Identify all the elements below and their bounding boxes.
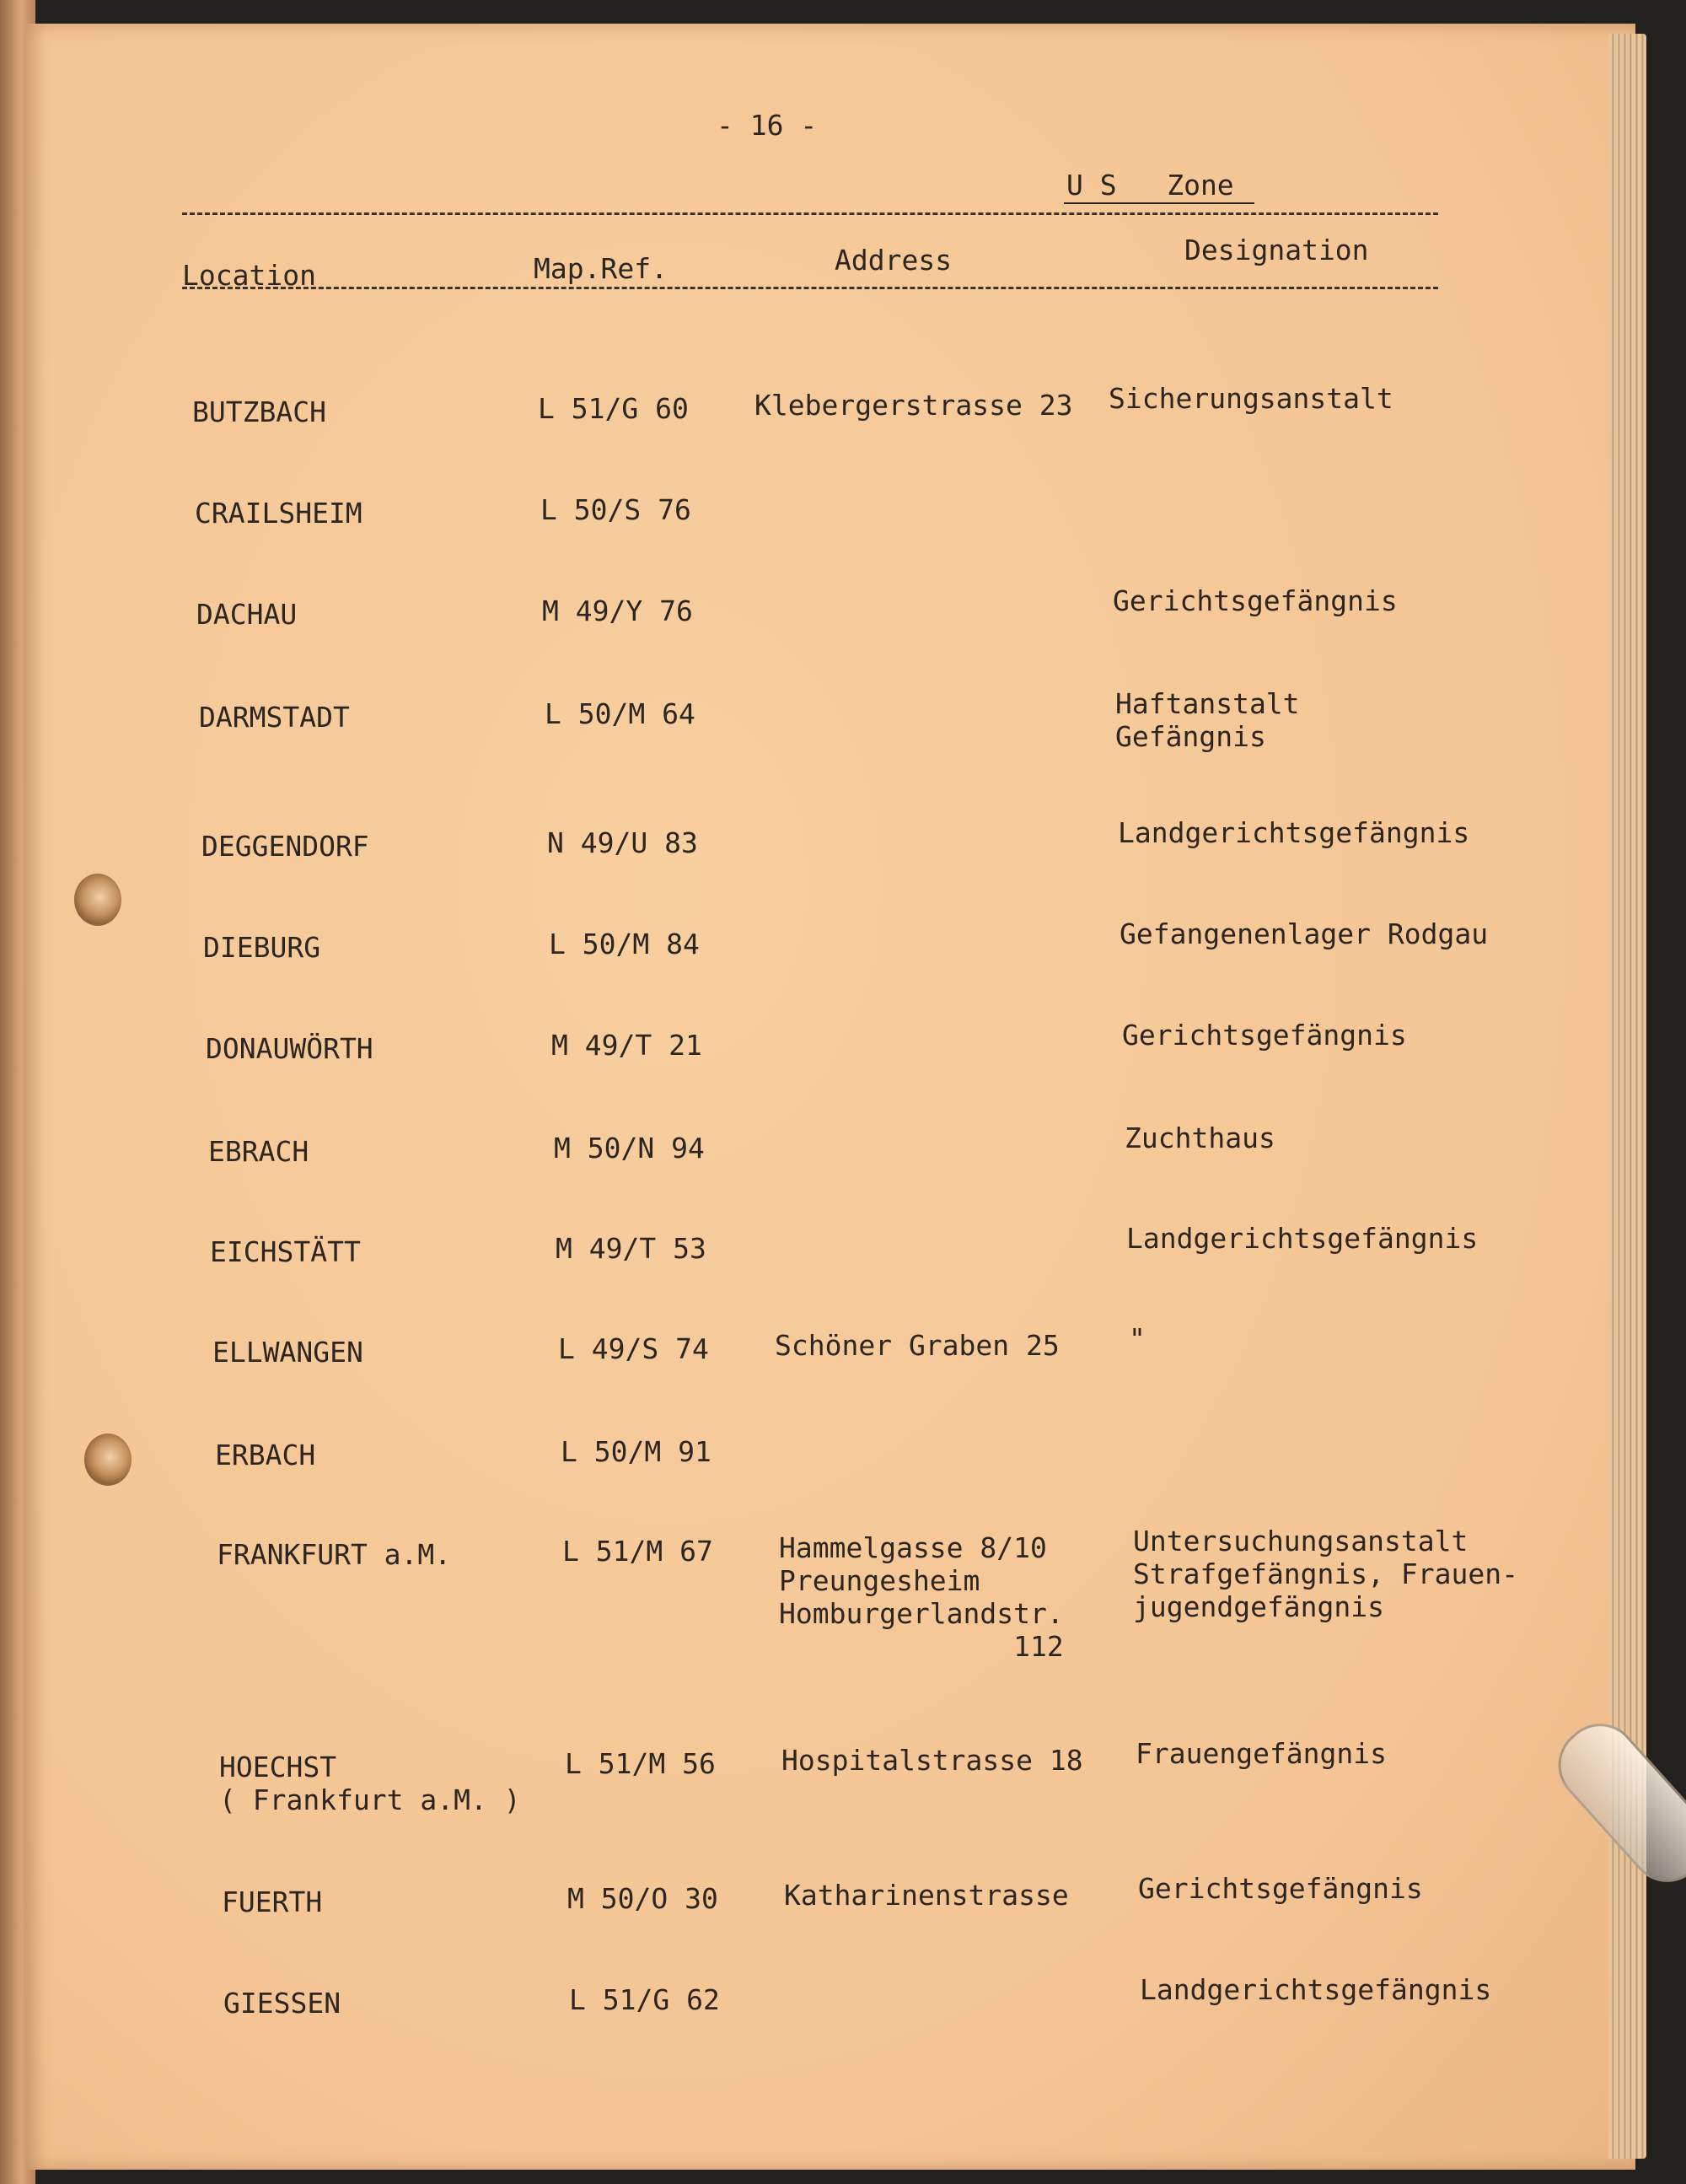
row-map-ref: N 49/U 83	[547, 826, 698, 859]
row-location: DACHAU	[196, 598, 298, 631]
header-rule-bottom	[182, 287, 1438, 289]
row-map-ref: L 50/S 76	[540, 493, 691, 526]
header-location: Location	[182, 259, 316, 292]
row-map-ref: M 49/T 53	[556, 1232, 706, 1265]
row-designation: Frauengefängnis	[1136, 1737, 1388, 1770]
row-location: FUERTH	[222, 1885, 323, 1918]
row-location: DEGGENDORF	[201, 830, 369, 863]
row-designation: Haftanstalt Gefängnis	[1115, 687, 1300, 753]
row-map-ref: L 51/G 62	[569, 1983, 720, 2016]
row-address: Hammelgasse 8/10 Preungesheim Homburgerlandstr. 112	[779, 1531, 1064, 1663]
row-map-ref: M 50/N 94	[554, 1132, 705, 1165]
punch-hole-top	[74, 874, 121, 926]
row-designation: Gerichtsgefängnis	[1113, 584, 1398, 617]
header-map-ref: Map.Ref.	[534, 252, 668, 285]
row-designation: "	[1129, 1322, 1146, 1355]
row-location: FRANKFURT a.M.	[217, 1538, 452, 1571]
row-designation: Gerichtsgefängnis	[1138, 1872, 1423, 1905]
row-map-ref: L 50/M 84	[549, 928, 700, 960]
header-designation: Designation	[1184, 234, 1369, 266]
punch-hole-bottom	[84, 1434, 132, 1486]
row-location: EBRACH	[208, 1135, 309, 1168]
row-map-ref: L 50/M 91	[561, 1435, 711, 1468]
row-designation: Landgerichtsgefängnis	[1140, 1973, 1492, 2006]
row-designation: Landgerichtsgefängnis	[1126, 1222, 1479, 1255]
row-map-ref: M 49/T 21	[551, 1029, 702, 1062]
header-address: Address	[835, 244, 953, 277]
row-map-ref: L 51/G 60	[538, 392, 689, 425]
row-location: DONAUWÖRTH	[206, 1032, 373, 1065]
row-designation: Landgerichtsgefängnis	[1118, 816, 1470, 849]
row-location: BUTZBACH	[192, 395, 326, 428]
row-designation: Gerichtsgefängnis	[1122, 1019, 1407, 1052]
row-location: HOECHST ( Frankfurt a.M. )	[219, 1751, 521, 1816]
row-map-ref: M 49/Y 76	[542, 594, 693, 627]
row-location: ERBACH	[215, 1439, 316, 1471]
row-designation: Sicherungsanstalt	[1109, 382, 1393, 415]
row-map-ref: L 49/S 74	[558, 1332, 709, 1365]
page-number: - 16 -	[717, 109, 818, 142]
row-designation: Zuchthaus	[1125, 1122, 1275, 1154]
row-address: Schöner Graben 25	[775, 1329, 1060, 1362]
row-location: ELLWANGEN	[212, 1336, 363, 1369]
row-designation: Gefangenenlager Rodgau	[1120, 917, 1489, 950]
row-map-ref: L 51/M 67	[562, 1535, 713, 1568]
row-location: EICHSTÄTT	[210, 1235, 361, 1268]
row-map-ref: L 50/M 64	[545, 697, 695, 730]
row-designation: Untersuchungsanstalt Strafgefängnis, Frauen- jugendgefängnis	[1133, 1525, 1518, 1623]
row-address: Klebergerstrasse 23	[754, 389, 1073, 422]
zone-label: U S Zone	[1066, 169, 1234, 202]
document-page	[25, 24, 1635, 2170]
row-address: Katharinenstrasse	[784, 1879, 1069, 1912]
row-location: CRAILSHEIM	[195, 497, 362, 530]
row-location: GIESSEN	[223, 1987, 341, 2020]
row-location: DIEBURG	[203, 931, 321, 964]
row-map-ref: L 51/M 56	[565, 1747, 716, 1780]
row-address: Hospitalstrasse 18	[781, 1744, 1083, 1777]
row-location: DARMSTADT	[199, 701, 350, 734]
header-rule-top	[182, 212, 1438, 215]
row-map-ref: M 50/O 30	[567, 1882, 718, 1915]
zone-underline	[1064, 202, 1254, 204]
